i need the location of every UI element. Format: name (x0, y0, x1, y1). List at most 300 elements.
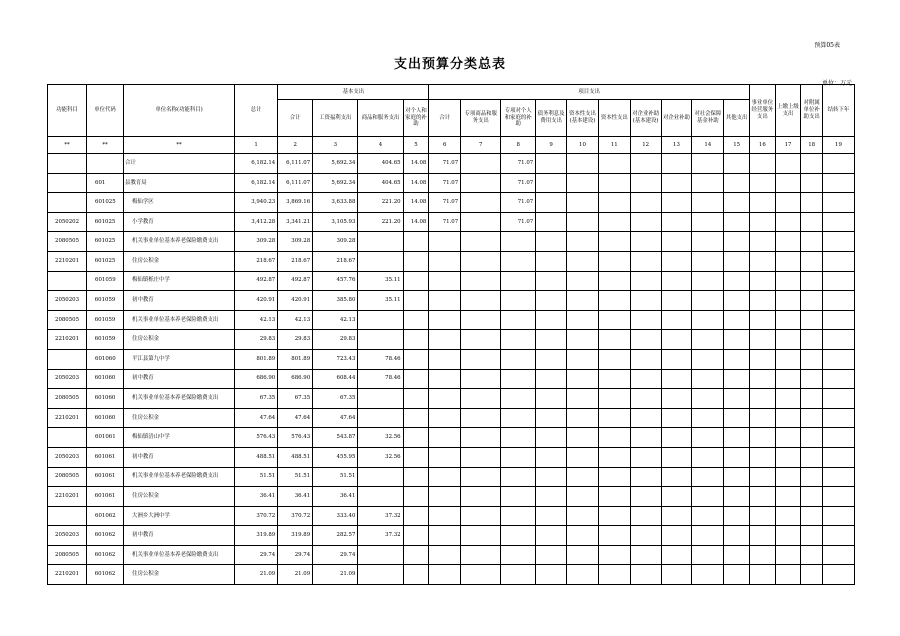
value-cell: 14.08 (403, 173, 429, 193)
unit-name-cell: 机关事业单位基本养老保险缴费支出 (124, 389, 235, 409)
func-code-cell: 2080505 (48, 389, 87, 409)
value-cell (661, 349, 692, 369)
value-cell: 29.74 (235, 545, 278, 565)
value-cell (775, 487, 801, 507)
value-cell (501, 447, 536, 467)
value-cell: 543.87 (313, 428, 358, 448)
func-code-cell: 2050203 (48, 369, 87, 389)
value-cell (501, 349, 536, 369)
value-cell: 42.13 (278, 310, 313, 330)
index-cell: 7 (461, 137, 501, 154)
unit-code-cell: 601062 (87, 526, 124, 546)
value-cell (598, 467, 630, 487)
value-cell (403, 487, 429, 507)
value-cell (403, 271, 429, 291)
value-cell (630, 467, 661, 487)
value-cell: 6,111.07 (278, 173, 313, 193)
value-cell (724, 428, 750, 448)
table-row (48, 565, 855, 585)
value-cell (801, 154, 823, 174)
value-cell (775, 271, 801, 291)
value-cell (822, 467, 854, 487)
value-cell (775, 467, 801, 487)
value-cell (661, 487, 692, 507)
value-cell (749, 173, 775, 193)
table-row (48, 232, 855, 252)
value-cell: 385.80 (313, 291, 358, 311)
value-cell (598, 173, 630, 193)
value-cell: 370.72 (278, 506, 313, 526)
value-cell: 309.28 (235, 232, 278, 252)
value-cell (358, 467, 403, 487)
value-cell (461, 154, 501, 174)
value-cell: 3,633.88 (313, 193, 358, 213)
value-cell (461, 369, 501, 389)
value-cell: 47.64 (278, 408, 313, 428)
value-cell: 455.95 (313, 447, 358, 467)
unit-code-cell: 601059 (87, 310, 124, 330)
value-cell (598, 369, 630, 389)
value-cell (429, 408, 461, 428)
header-total: 总计 (235, 85, 278, 137)
table-row (48, 389, 855, 409)
func-code-cell (48, 349, 87, 369)
value-cell (429, 251, 461, 271)
table-row (48, 173, 855, 193)
index-cell: 3 (313, 137, 358, 154)
index-cell: 8 (501, 137, 536, 154)
value-cell (692, 526, 724, 546)
value-cell (461, 428, 501, 448)
header-basic-col: 工资福利支出 (313, 100, 358, 137)
value-cell (598, 565, 630, 585)
value-cell (661, 271, 692, 291)
value-cell (598, 154, 630, 174)
table-row (48, 467, 855, 487)
value-cell: 71.07 (429, 193, 461, 213)
index-cell: 18 (801, 137, 823, 154)
value-cell (749, 526, 775, 546)
value-cell (801, 467, 823, 487)
value-cell (461, 349, 501, 369)
value-cell (724, 154, 750, 174)
value-cell (598, 428, 630, 448)
value-cell: 67.35 (278, 389, 313, 409)
func-code-cell (48, 193, 87, 213)
func-code-cell (48, 506, 87, 526)
value-cell (403, 506, 429, 526)
value-cell (801, 565, 823, 585)
value-cell (775, 212, 801, 232)
func-code-cell (48, 271, 87, 291)
value-cell (775, 545, 801, 565)
index-cell: 10 (567, 137, 599, 154)
value-cell (536, 291, 567, 311)
value-cell (536, 193, 567, 213)
value-cell (724, 291, 750, 311)
value-cell (661, 212, 692, 232)
table-row (48, 526, 855, 546)
value-cell (429, 330, 461, 350)
index-cell: 4 (358, 137, 403, 154)
header-basic-col: 商品和服务支出 (358, 100, 403, 137)
value-cell (822, 349, 854, 369)
value-cell: 370.72 (235, 506, 278, 526)
value-cell (358, 389, 403, 409)
value-cell (630, 447, 661, 467)
value-cell (429, 349, 461, 369)
unit-name-cell: 梅仙学区 (124, 193, 235, 213)
value-cell (567, 193, 599, 213)
value-cell: 21.09 (313, 565, 358, 585)
value-cell (358, 487, 403, 507)
value-cell: 51.51 (278, 467, 313, 487)
value-cell (630, 232, 661, 252)
value-cell (358, 232, 403, 252)
func-code-cell: 2080505 (48, 232, 87, 252)
value-cell (749, 447, 775, 467)
value-cell (775, 408, 801, 428)
header-project-col: 债务利息及费用支出 (536, 100, 567, 137)
value-cell (536, 232, 567, 252)
unit-name-cell: 平江县第九中学 (124, 349, 235, 369)
unit-code-cell: 601025 (87, 251, 124, 271)
value-cell: 29.74 (313, 545, 358, 565)
index-cell: 11 (598, 137, 630, 154)
value-cell (661, 545, 692, 565)
value-cell: 71.07 (429, 154, 461, 174)
value-cell (598, 487, 630, 507)
value-cell (724, 310, 750, 330)
value-cell (598, 389, 630, 409)
value-cell (536, 389, 567, 409)
value-cell (692, 232, 724, 252)
value-cell (536, 487, 567, 507)
value-cell: 47.64 (235, 408, 278, 428)
value-cell (567, 545, 599, 565)
value-cell (775, 506, 801, 526)
value-cell: 420.91 (278, 291, 313, 311)
value-cell (749, 232, 775, 252)
value-cell: 282.57 (313, 526, 358, 546)
value-cell (692, 193, 724, 213)
value-cell (630, 310, 661, 330)
unit-name-cell: 梅仙镇浯山中学 (124, 428, 235, 448)
value-cell: 21.09 (278, 565, 313, 585)
value-cell (461, 291, 501, 311)
value-cell (692, 428, 724, 448)
value-cell (724, 408, 750, 428)
value-cell (598, 251, 630, 271)
value-cell (358, 408, 403, 428)
value-cell (822, 251, 854, 271)
value-cell (461, 330, 501, 350)
value-cell (630, 506, 661, 526)
value-cell (822, 526, 854, 546)
value-cell (822, 506, 854, 526)
value-cell (567, 467, 599, 487)
value-cell (801, 428, 823, 448)
value-cell (822, 291, 854, 311)
value-cell (724, 487, 750, 507)
value-cell (461, 408, 501, 428)
value-cell: 14.08 (403, 212, 429, 232)
value-cell: 6,111.07 (278, 154, 313, 174)
func-code-cell: 2080505 (48, 545, 87, 565)
value-cell (801, 369, 823, 389)
value-cell (801, 212, 823, 232)
value-cell (775, 310, 801, 330)
value-cell (358, 251, 403, 271)
value-cell (403, 251, 429, 271)
header-tail-1: 上缴上级支出 (775, 85, 801, 137)
value-cell: 309.28 (313, 232, 358, 252)
value-cell (403, 291, 429, 311)
value-cell (801, 251, 823, 271)
value-cell (461, 271, 501, 291)
header-unit-name: 单位名称(功能科目) (124, 85, 235, 137)
header-project-col: 合计 (429, 100, 461, 137)
value-cell: 71.07 (501, 193, 536, 213)
value-cell: 37.32 (358, 526, 403, 546)
value-cell (461, 389, 501, 409)
value-cell (724, 330, 750, 350)
header-project: 项目支出 (429, 85, 750, 100)
unit-code-cell: 601060 (87, 408, 124, 428)
header-project-col: 专项商品和服务支出 (461, 100, 501, 137)
value-cell (567, 369, 599, 389)
unit-code-cell: 601025 (87, 193, 124, 213)
table-row (48, 154, 855, 174)
unit-name-cell: 机关事业单位基本养老保险缴费支出 (124, 232, 235, 252)
value-cell (749, 212, 775, 232)
value-cell: 6,182.14 (235, 154, 278, 174)
unit-name-cell: 住房公积金 (124, 565, 235, 585)
unit-code-cell: 601060 (87, 369, 124, 389)
value-cell (775, 154, 801, 174)
value-cell (724, 506, 750, 526)
value-cell (822, 310, 854, 330)
value-cell (661, 506, 692, 526)
value-cell: 14.08 (403, 154, 429, 174)
value-cell (567, 232, 599, 252)
value-cell (536, 310, 567, 330)
index-cell: 15 (724, 137, 750, 154)
value-cell: 221.20 (358, 212, 403, 232)
value-cell: 218.67 (235, 251, 278, 271)
value-cell (536, 447, 567, 467)
value-cell (775, 251, 801, 271)
value-cell (567, 212, 599, 232)
unit-label: 单位：万元 (821, 80, 852, 87)
header-tail-0: 事业单位经营服务支出 (749, 85, 775, 137)
value-cell (403, 310, 429, 330)
value-cell (358, 310, 403, 330)
value-cell: 36.41 (278, 487, 313, 507)
value-cell (567, 389, 599, 409)
table-row (48, 506, 855, 526)
value-cell: 71.07 (429, 212, 461, 232)
value-cell (775, 173, 801, 193)
value-cell (822, 389, 854, 409)
value-cell: 36.41 (235, 487, 278, 507)
value-cell (801, 330, 823, 350)
value-cell (801, 193, 823, 213)
unit-name-cell: 初中教育 (124, 526, 235, 546)
value-cell (567, 428, 599, 448)
index-cell: 5 (403, 137, 429, 154)
index-cell: ** (48, 137, 87, 154)
value-cell (598, 526, 630, 546)
value-cell (692, 447, 724, 467)
value-cell: 3,105.93 (313, 212, 358, 232)
value-cell (822, 565, 854, 585)
value-cell (801, 506, 823, 526)
value-cell (429, 506, 461, 526)
value-cell (598, 447, 630, 467)
unit-code-cell: 601 (87, 173, 124, 193)
value-cell: 5,692.34 (313, 173, 358, 193)
value-cell: 319.89 (235, 526, 278, 546)
value-cell: 686.90 (278, 369, 313, 389)
value-cell (749, 408, 775, 428)
value-cell (661, 565, 692, 585)
value-cell (775, 232, 801, 252)
value-cell (724, 526, 750, 546)
value-cell (429, 271, 461, 291)
value-cell (567, 271, 599, 291)
value-cell (630, 565, 661, 585)
value-cell (501, 506, 536, 526)
value-cell (429, 369, 461, 389)
value-cell (461, 506, 501, 526)
unit-code-cell: 601059 (87, 291, 124, 311)
value-cell (801, 545, 823, 565)
value-cell (536, 506, 567, 526)
value-cell (692, 349, 724, 369)
unit-code-cell: 601025 (87, 232, 124, 252)
func-code-cell (48, 173, 87, 193)
value-cell (661, 291, 692, 311)
unit-name-cell: 初中教育 (124, 369, 235, 389)
value-cell (801, 408, 823, 428)
value-cell (536, 565, 567, 585)
value-cell (461, 232, 501, 252)
unit-code-cell: 601059 (87, 330, 124, 350)
value-cell: 71.07 (501, 173, 536, 193)
value-cell (724, 232, 750, 252)
value-cell (724, 369, 750, 389)
header-project-col: 对社会保障基金补助 (692, 100, 724, 137)
value-cell (501, 408, 536, 428)
value-cell (429, 526, 461, 546)
func-code-cell: 2050203 (48, 526, 87, 546)
value-cell (661, 369, 692, 389)
value-cell (598, 349, 630, 369)
func-code-cell: 2050203 (48, 291, 87, 311)
value-cell (536, 428, 567, 448)
value-cell (567, 506, 599, 526)
value-cell (775, 291, 801, 311)
value-cell (630, 291, 661, 311)
unit-name-cell: 梅仙镇栎庄中学 (124, 271, 235, 291)
unit-name-cell: 住房公积金 (124, 487, 235, 507)
value-cell (598, 506, 630, 526)
header-tail-3: 结转下年 (822, 85, 854, 137)
value-cell (775, 447, 801, 467)
value-cell (630, 212, 661, 232)
value-cell: 492.87 (235, 271, 278, 291)
value-cell (749, 545, 775, 565)
value-cell (724, 251, 750, 271)
value-cell (403, 467, 429, 487)
value-cell (724, 271, 750, 291)
value-cell: 404.65 (358, 154, 403, 174)
value-cell (630, 349, 661, 369)
table-row (48, 193, 855, 213)
value-cell (822, 154, 854, 174)
value-cell: 6,182.14 (235, 173, 278, 193)
value-cell (775, 330, 801, 350)
value-cell (822, 232, 854, 252)
value-cell: 42.13 (235, 310, 278, 330)
value-cell: 32.56 (358, 428, 403, 448)
func-code-cell: 2080505 (48, 467, 87, 487)
value-cell (749, 154, 775, 174)
value-cell (536, 251, 567, 271)
value-cell (661, 251, 692, 271)
table-row (48, 447, 855, 467)
value-cell: 29.83 (235, 330, 278, 350)
value-cell (501, 291, 536, 311)
value-cell (692, 369, 724, 389)
header-basic-col: 合计 (278, 100, 313, 137)
unit-name-cell: 住房公积金 (124, 330, 235, 350)
value-cell: 333.40 (313, 506, 358, 526)
value-cell (403, 330, 429, 350)
func-code-cell: 2210201 (48, 487, 87, 507)
value-cell (501, 428, 536, 448)
func-code-cell: 2210201 (48, 251, 87, 271)
unit-code-cell: 601061 (87, 487, 124, 507)
value-cell (598, 193, 630, 213)
value-cell (630, 193, 661, 213)
unit-name-cell: 县教育局 (124, 173, 235, 193)
value-cell (661, 526, 692, 546)
value-cell (775, 428, 801, 448)
value-cell: 32.56 (358, 447, 403, 467)
value-cell: 576.43 (235, 428, 278, 448)
value-cell (822, 193, 854, 213)
header-tail-2: 对附属单位补助支出 (801, 85, 823, 137)
index-cell: ** (87, 137, 124, 154)
value-cell (775, 349, 801, 369)
value-cell (567, 251, 599, 271)
value-cell (461, 173, 501, 193)
value-cell (749, 330, 775, 350)
value-cell (692, 408, 724, 428)
value-cell: 3,940.23 (235, 193, 278, 213)
value-cell (567, 291, 599, 311)
value-cell (749, 565, 775, 585)
value-cell (501, 251, 536, 271)
value-cell: 42.13 (313, 310, 358, 330)
value-cell (724, 193, 750, 213)
value-cell: 488.51 (278, 447, 313, 467)
value-cell: 488.51 (235, 447, 278, 467)
value-cell (661, 193, 692, 213)
value-cell (630, 154, 661, 174)
